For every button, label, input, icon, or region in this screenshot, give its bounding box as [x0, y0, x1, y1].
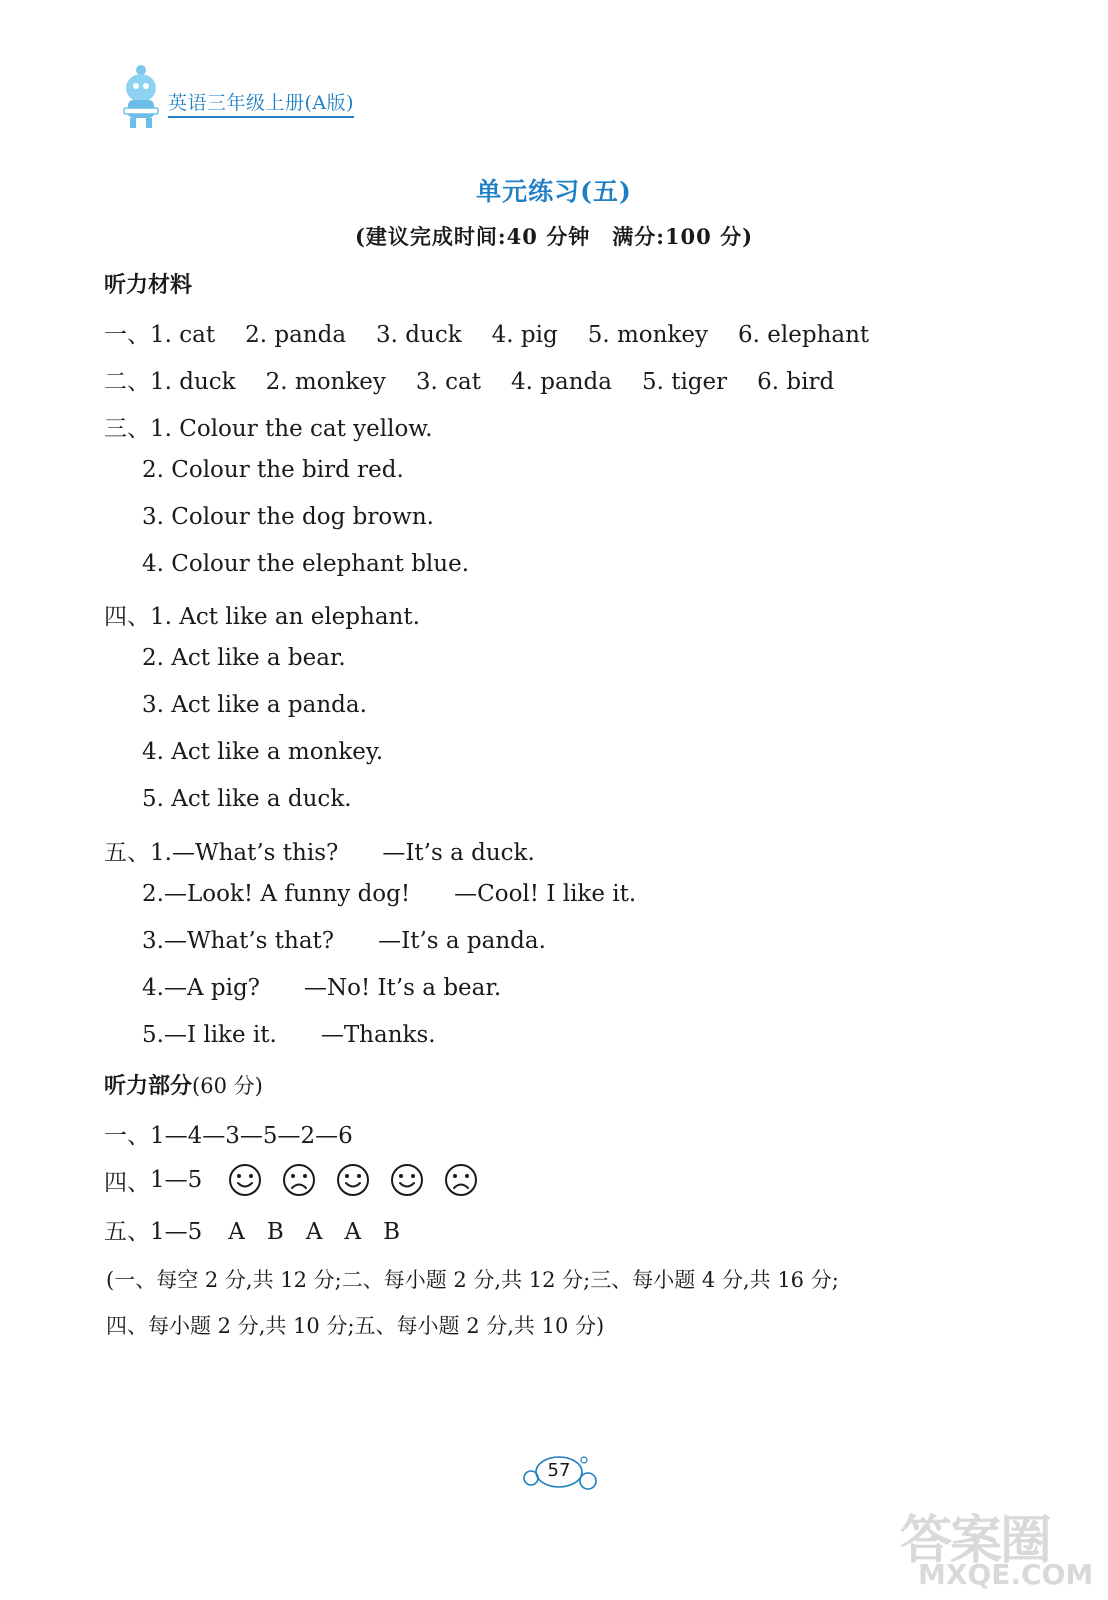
face-answers [228, 1163, 478, 1197]
word-item: 1. duck [150, 369, 236, 395]
section-heading-listening-answers [104, 1069, 263, 1100]
dialogue-line [142, 975, 501, 1001]
dialogue-line [142, 928, 546, 954]
answers-score: (60 分) [192, 1074, 263, 1098]
sad-face-icon [282, 1163, 316, 1197]
dialogue-number: 1. [150, 840, 172, 866]
part-prefix: 二、 [104, 369, 150, 395]
dialogue-answer: —Thanks. [320, 1022, 436, 1048]
sentence-item: 1. Colour the cat yellow. [150, 416, 433, 442]
sad-face-icon [444, 1163, 478, 1197]
letter-answer: B [383, 1219, 400, 1245]
page-subtitle: (建议完成时间:40 分钟 满分:100 分) [354, 224, 754, 249]
dialogue-number: 2. [142, 881, 164, 907]
page-number-text: 57 [547, 1460, 571, 1481]
word-item: 5. monkey [587, 322, 709, 348]
dialogue-answer: —It’s a duck. [382, 840, 535, 866]
part-prefix: 五、 [104, 840, 150, 866]
sentence-item: 1. Act like an elephant. [150, 604, 420, 630]
letter-answers [228, 1219, 400, 1245]
dialogue-question: —What’s this? [171, 840, 339, 866]
sentence-item: 4. Colour the elephant blue. [142, 551, 470, 577]
word-item: 3. duck [376, 322, 462, 348]
dialogue-number: 3. [142, 928, 164, 954]
sentence-item: 3. Act like a panda. [142, 692, 367, 718]
dialogue-question: —A pig? [163, 975, 261, 1001]
part-prefix: 四、 [104, 604, 150, 630]
material-part-3-line-1 [104, 410, 433, 443]
word-item: 2. panda [245, 322, 347, 348]
dialogue-answer: —No! It’s a bear. [304, 975, 502, 1001]
part-prefix: 五、 [104, 1219, 150, 1245]
word-item: 2. monkey [265, 369, 386, 395]
mascot-icon [118, 62, 164, 132]
word-item: 4. pig [491, 322, 558, 348]
book-title: 英语三年级上册(A版) [168, 88, 354, 118]
word-item: 1. cat [150, 322, 216, 348]
sentence-item: 3. Colour the dog brown. [142, 504, 434, 530]
watermark-bottom: MXQE.COM [918, 1558, 1094, 1591]
part-prefix: 四、 [104, 1169, 150, 1196]
section-heading-listening-material: 听力材料 [104, 273, 193, 298]
dialogue-question: —What’s that? [163, 928, 335, 954]
watermark-top: 答案圈 [900, 1511, 1051, 1571]
answer-part-4 [104, 1163, 478, 1197]
word-item: 6. bird [757, 369, 835, 395]
word-item: 3. cat [415, 369, 481, 395]
dialogue-line [142, 1022, 436, 1048]
happy-face-icon [390, 1163, 424, 1197]
dialogue-line [142, 881, 636, 907]
letter-answer: B [266, 1219, 284, 1245]
answer-range: 1—5 [150, 1167, 203, 1193]
sentence-item: 4. Act like a monkey. [142, 739, 384, 765]
word-item: 4. panda [511, 369, 612, 395]
answer-part-5 [104, 1213, 400, 1246]
word-item: 6. elephant [738, 322, 870, 348]
answers-heading-text: 听力部分 [104, 1074, 193, 1099]
dialogue-number: 5. [142, 1022, 164, 1048]
page-title: 单元练习(五) [476, 177, 632, 206]
happy-face-icon [228, 1163, 262, 1197]
letter-answer: A [228, 1219, 245, 1245]
part-prefix: 一、 [104, 322, 150, 348]
sentence-item: 2. Act like a bear. [142, 645, 346, 671]
sentence-item: 2. Colour the bird red. [142, 457, 404, 483]
material-part-4-line-1 [104, 598, 420, 631]
material-part-1 [104, 316, 899, 349]
answer-range: 1—5 [150, 1219, 203, 1245]
answer-sequence: 1—4—3—5—2—6 [150, 1123, 353, 1149]
happy-face-icon [336, 1163, 370, 1197]
watermark [900, 1498, 1094, 1594]
part-prefix: 三、 [104, 416, 150, 442]
material-part-5-line-1 [104, 834, 535, 867]
dialogue-answer: —It’s a panda. [378, 928, 546, 954]
answer-part-1 [104, 1117, 353, 1150]
dialogue-question: —Look! A funny dog! [163, 881, 411, 907]
book-header [118, 62, 378, 132]
dialogue-number: 4. [142, 975, 164, 1001]
part-prefix: 一、 [104, 1123, 150, 1149]
material-part-2 [104, 363, 864, 396]
sentence-item: 5. Act like a duck. [142, 786, 352, 812]
scoring-note-line-1: (一、每空 2 分,共 12 分;二、每小题 2 分,共 12 分;三、每小题 4 分,共 16 分; [106, 1268, 839, 1292]
dialogue-answer: —Cool! I like it. [454, 881, 637, 907]
page-number [522, 1450, 598, 1496]
word-item: 5. tiger [641, 369, 728, 395]
letter-answer: A [344, 1219, 362, 1245]
letter-answer: A [305, 1219, 323, 1245]
scoring-note-line-2: 四、每小题 2 分,共 10 分;五、每小题 2 分,共 10 分) [106, 1314, 605, 1338]
dialogue-question: —I like it. [163, 1022, 277, 1048]
